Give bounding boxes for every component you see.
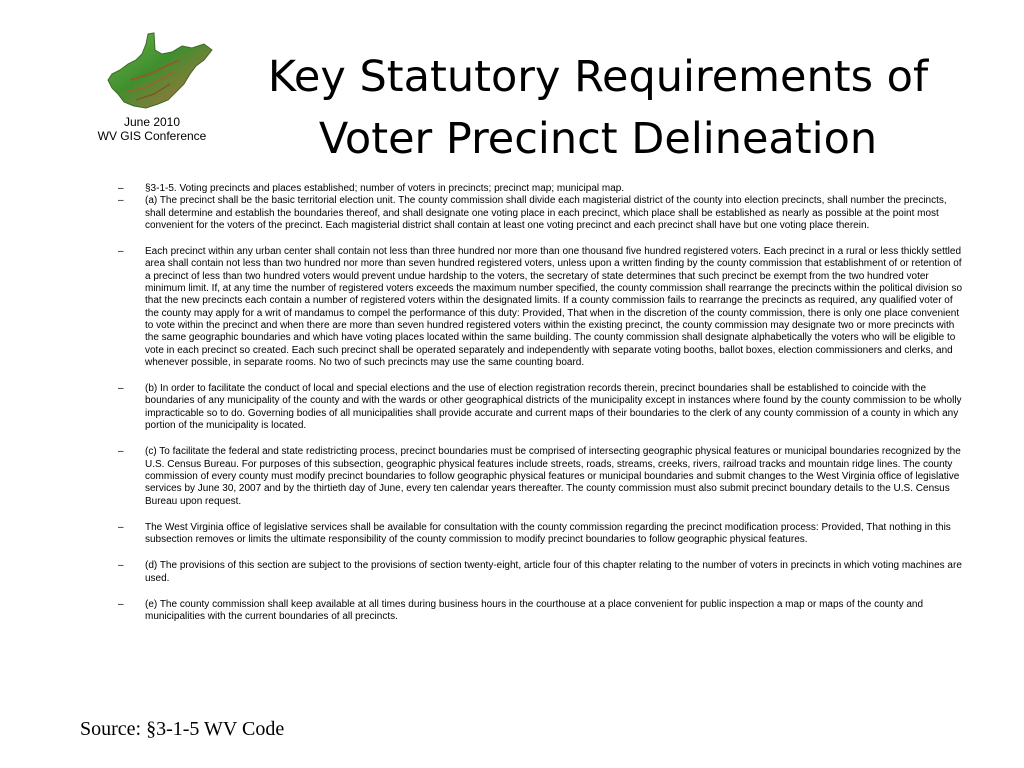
conference-label — [82, 115, 222, 143]
conference-name: WV GIS Conference — [97, 129, 207, 143]
statute-item: – (a) The precinct shall be the basic territorial election unit. The county commission shall divide each magisterial district of the county into election precincts, shall number the precincts, shall determine and establish the boundaries thereof, and shall designate one voting place in each precinct, which place shall be established as nearly as possible at the point most convenient for the voters of the precinct. Each magisterial district shall contain at least one voting precinct and each precinct shall have but one voting place therein. — [118, 195, 966, 232]
statute-item: – The West Virginia office of legislative services shall be available for consultation with the county commission regarding the precinct modification process: Provided, That nothing in this subsection removes or limits the ultimate responsibility of the county commission to modify precinct boundaries to follow geographic physical features. — [118, 522, 966, 547]
statute-item: – (e) The county commission shall keep available at all times during business hours in the courthouse at a place convenient for public inspection a map or maps of the county and municipalities with the current boundaries of all precincts. — [118, 599, 966, 624]
statute-text — [118, 183, 966, 624]
statute-item: – (b) In order to facilitate the conduct of local and special elections and the use of election registration records therein, precinct boundaries shall be established to coincide with the boundaries of any municipality of the county and with the wards or other geographical districts of the municipality except in instances where found by the county commission to be wholly impracticable so to do. Governing bodies of all municipalities shall provide accurate and current maps of their boundaries to the clerk of any county commission of a county in which any portion of the municipality is located. — [118, 383, 966, 432]
slide-title — [236, 46, 960, 170]
statute-item: – (c) To facilitate the federal and state redistricting process, precinct boundaries must be comprised of intersecting geographic physical features or municipal boundaries recognized by the U.S. Census Bureau. For purposes of this subsection, geographic physical features include streets, roads, streams, creeks, rivers, railroad tracks and mountain ridge lines. The county commission of every county must modify precinct boundaries to follow geographic physical features or municipal boundaries and submit changes to the West Virginia office of legislative services by June 30, 2007 and by the thirtieth day of June, every ten calendar years thereafter. The county commission must also submit precinct boundary details to the U.S. Census Bureau upon request. — [118, 446, 966, 507]
statute-item: – (d) The provisions of this section are subject to the provisions of section twenty-eight, article four of this chapter relating to the number of voters in precincts in which voting machines are used. — [118, 560, 966, 585]
source-citation: Source: §3-1-5 WV Code — [80, 718, 285, 740]
slide-title-line-2: Voter Precinct Delineation — [318, 114, 878, 164]
statute-item: – Each precinct within any urban center shall contain not less than three hundred nor more than one thousand five hundred registered voters. Each precinct in a rural or less thickly settled area shall contain not less than two hundred nor more than seven hundred registered voters, unless upon a written finding by the county commission that establishment of or retention of a precinct of less than two hundred voters would prevent undue hardship to the voters, the secretary of state determines that such precinct be exempt from the two hundred voter minimum limit. If, at any time the number of registered voters exceeds the maximum number specified, the county commission shall rearrange the precincts within the political division so that the new precincts each contain a number of registered voters within the designated limits. If a county commission fails to rearrange the precincts as required, any qualified voter of the county may apply for a writ of mandamus to compel the performance of this duty: Provided, That when in the discretion of the county commission, there is only one place convenient to vote within the precinct and when there are more than seven hundred registered voters within the existing precinct, the county commission may designate two or more precincts with the same geographic boundaries and which have voting places located within the same building. The county commission shall designate alphabetically the voters who will be eligible to vote in each precinct so created. Each such precinct shall be operated separately and independently with separate voting booths, ballot boxes, election commissioners and clerks, and whenever possible, in separate rooms. No two of such precincts may use the same counting board. — [118, 246, 966, 369]
slide-title-line-1: Key Statutory Requirements of — [267, 52, 929, 102]
conference-date: June 2010 — [123, 115, 181, 129]
statute-item: – §3-1-5. Voting precincts and places established; number of voters in precincts; precinct map; municipal map. — [118, 183, 966, 195]
west-virginia-map-icon — [100, 30, 215, 112]
